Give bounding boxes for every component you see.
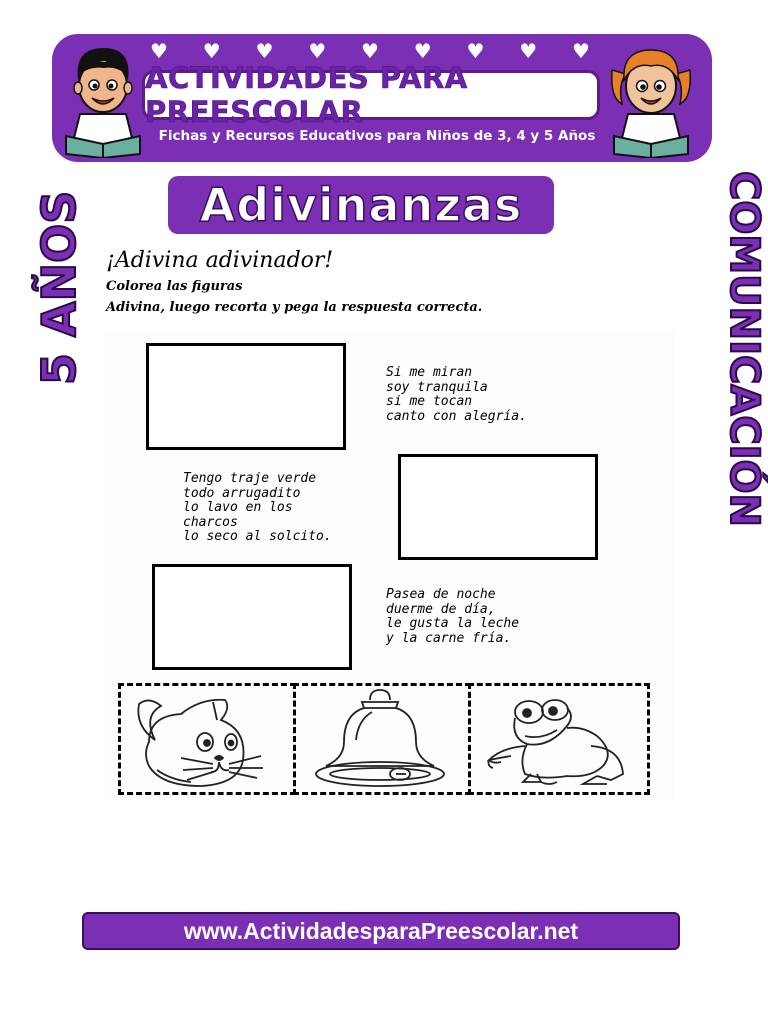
cat-icon <box>121 686 293 792</box>
subject-label: COMUNICACIÓN <box>721 171 767 528</box>
site-title: ACTIVIDADES PARA PREESCOLAR <box>145 61 468 129</box>
instruction-color: Colorea las figuras <box>106 279 243 294</box>
heart-icon: ♥ <box>413 39 432 63</box>
frog-icon <box>471 686 647 792</box>
riddle-line: le gusta la leche <box>386 616 520 631</box>
instruction-cut-paste: Adivina, luego recorta y pega la respuesta correcta. <box>106 300 483 315</box>
heart-icon: ♥ <box>308 39 327 63</box>
answer-box-3[interactable] <box>152 564 352 670</box>
footer-url[interactable]: www.ActividadesparaPreescolar.net <box>183 917 579 944</box>
heart-icon: ♥ <box>519 39 538 63</box>
riddle-line: charcos <box>183 514 238 530</box>
riddle-line: Si me miran <box>386 365 473 380</box>
age-label: 5 AÑOS <box>32 190 86 385</box>
riddle-2 <box>183 472 332 545</box>
riddle-line: y la carne fría. <box>386 630 512 646</box>
heart-icon: ♥ <box>255 39 274 63</box>
footer-url-bar <box>82 912 680 950</box>
riddle-line: duerme de día, <box>386 601 496 617</box>
riddle-line: lo lavo en los <box>183 500 293 515</box>
worksheet-heading: ¡Adivina adivinador! <box>106 248 334 273</box>
riddle-3 <box>386 588 519 646</box>
girl-reading-illustration <box>608 40 694 158</box>
riddle-line: Pasea de noche <box>386 587 496 602</box>
cutout-cell-bell[interactable] <box>293 683 471 795</box>
bell-icon <box>296 686 468 792</box>
heart-icon: ♥ <box>466 39 485 63</box>
cutout-cell-frog[interactable] <box>468 683 650 795</box>
heart-icon: ♥ <box>572 39 590 63</box>
riddle-line: canto con alegría. <box>386 408 527 424</box>
worksheet-title-box <box>168 176 554 234</box>
site-title-box <box>142 61 600 129</box>
worksheet-title: Adivinanzas <box>199 178 523 232</box>
site-subtitle: Fichas y Recursos Educativos para Niños de 3, 4 y 5 Años <box>158 128 596 144</box>
heart-icon: ♥ <box>361 39 379 63</box>
riddle-line: si me tocan <box>386 394 473 409</box>
boy-reading-illustration <box>60 40 146 158</box>
riddle-line: todo arrugadito <box>183 485 301 501</box>
hearts-row <box>150 40 590 62</box>
cutout-cell-cat[interactable] <box>118 683 296 795</box>
answer-box-2[interactable] <box>398 454 598 560</box>
answer-box-1[interactable] <box>146 343 346 450</box>
riddle-line: soy tranquila <box>386 379 488 395</box>
heart-icon: ♥ <box>150 39 168 63</box>
heart-icon: ♥ <box>202 39 221 63</box>
riddle-1 <box>386 366 527 424</box>
riddle-line: Tengo traje verde <box>183 471 317 486</box>
riddle-line: lo seco al solcito. <box>183 529 332 544</box>
